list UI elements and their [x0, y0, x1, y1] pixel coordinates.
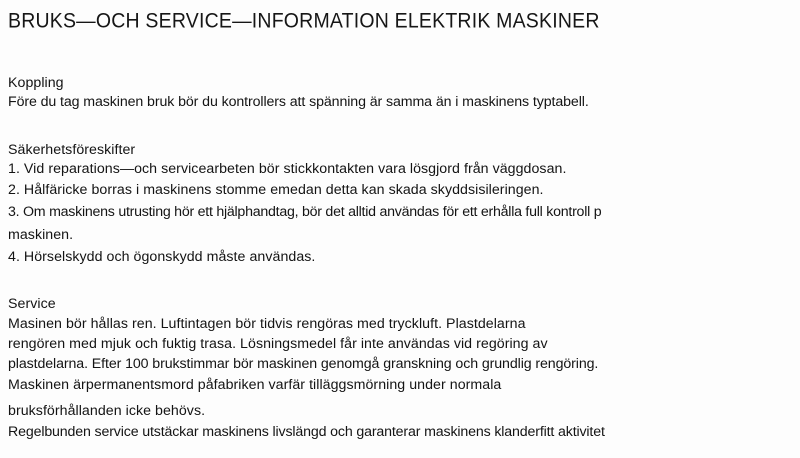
service-line-4: Maskinen ärpermanentsmord påfabriken varfär tilläggsmörning under normala — [8, 377, 502, 393]
service-line-3: plastdelarna. Efter 100 brukstimmar bör maskinen genomgå granskning och grundlig rengöring. — [8, 356, 599, 372]
sakerhet-line-3: 3. Om maskinens utrusting hör ett hjälphandtag, bör det alltid användas för ett erhålla full kontroll p — [8, 204, 602, 220]
sakerhet-line-4: maskinen. — [8, 227, 74, 243]
service-line-1: Masinen bör hållas ren. Luftintagen bör tidvis rengöras med tryckluft. Plastdelarna — [8, 316, 526, 332]
sakerhet-line-2: 2. Hålfäricke borras i maskinens stomme emedan detta kan skada skyddsisileringen. — [8, 182, 544, 198]
section-heading-koppling: Koppling — [8, 75, 64, 91]
service-line-5: bruksförhållanden icke behövs. — [8, 403, 206, 419]
document-title: BRUKS—OCH SERVICE—INFORMATION ELEKTRIK MASKINER — [8, 9, 600, 33]
section-heading-sakerhet: Säkerhetsföreskifter — [8, 142, 136, 158]
sakerhet-line-5: 4. Hörselskydd och ögonskydd måste användas. — [8, 249, 316, 265]
sakerhet-line-1: 1. Vid reparations—och servicearbeten bör stickkontakten vara lösgjord från väggdosan. — [8, 161, 567, 177]
section-heading-service: Service — [8, 296, 56, 312]
koppling-line-1: Före du tag maskinen bruk bör du kontrollers att spänning är samma än i maskinens typtabell. — [8, 94, 589, 110]
service-line-6: Regelbunden service utstäckar maskinens livslängd och garanterar maskinens klanderfitt aktivitet — [8, 424, 605, 440]
service-line-2: rengören med mjuk och fuktig trasa. Lösningsmedel får inte användas vid regöring av — [8, 336, 548, 352]
